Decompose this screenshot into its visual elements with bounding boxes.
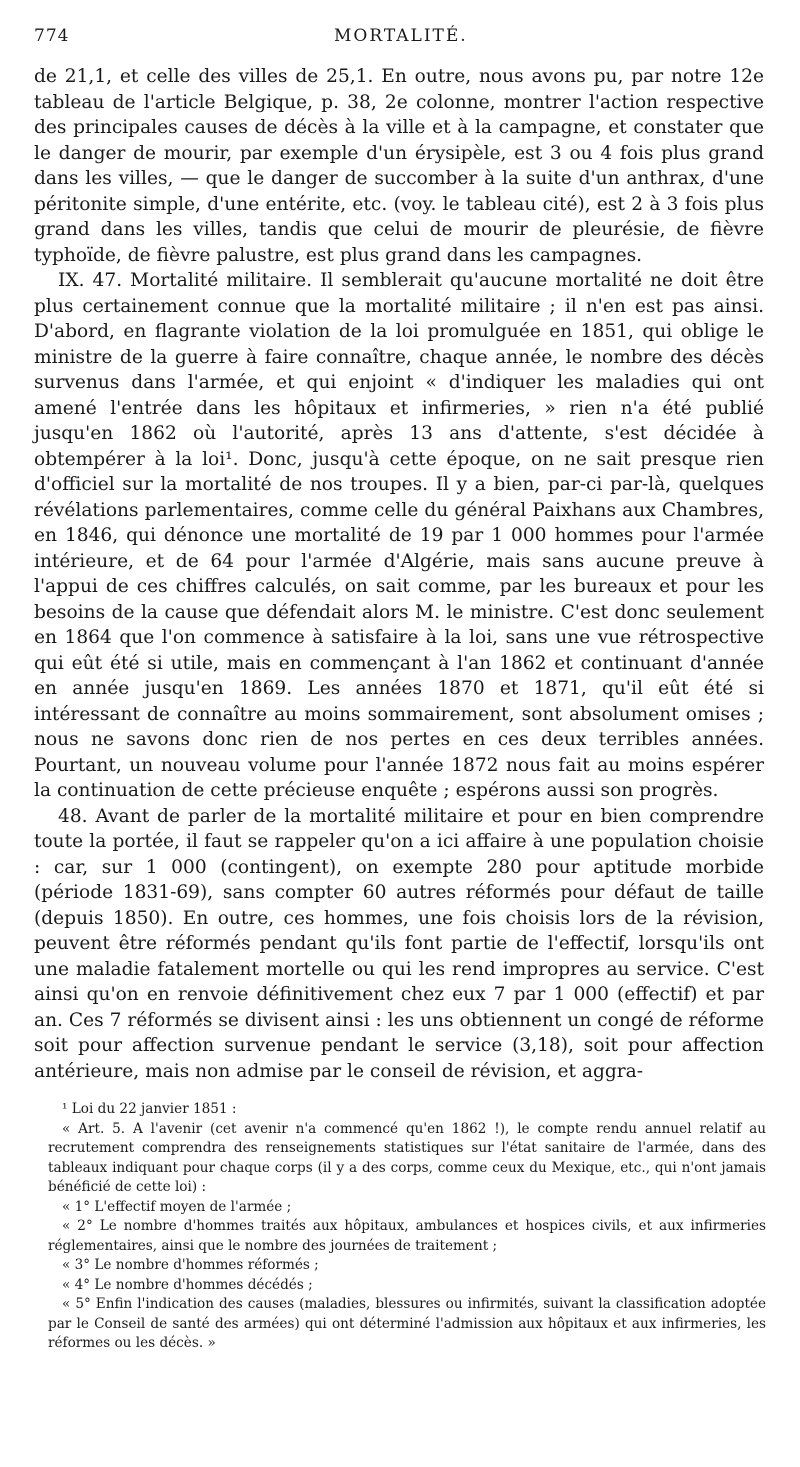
footnote-item-2: « 2° Le nombre d'hommes traités aux hôpitaux, ambulances et hospices civils, et aux infirmeries réglementaires, ainsi que le nombre des journées de traitement ;: [48, 1218, 766, 1254]
paragraph-section-47: IX. 47. Mortalité militaire. Il semblerait qu'aucune mortalité ne doit être plus certainement connue que la mortalité militaire ; il n'en est pas ainsi. D'abord, en flagrante violation de la loi promulguée en 1851, qui oblige le ministre de la guerre à faire connaître, chaque année, le nombre des décès survenus dans l'armée, et qui enjoint « d'indiquer les maladies qui ont amené l'entrée dans les hôpitaux et infirmeries, » rien n'a été publié jusqu'en 1862 où l'autorité, après 13 ans d'attente, s'est décidée à obtempérer à la loi¹. Donc, jusqu'à cette époque, on ne sait presque rien d'officiel sur la mortalité de nos troupes. Il y a bien, par-ci par-là, quelques révélations parlementaires, comme celle du général Paixhans aux Chambres, en 1846, qui dénonce une mortalité de 19 par 1 000 hommes pour l'armée intérieure, et de 64 pour l'armée d'Algérie, mais sans aucune preuve à l'appui de ces chiffres calculés, on sait comme, par les bureaux et pour les besoins de la cause que défendait alors M. le ministre. C'est donc seulement en 1864 que l'on commence à satisfaire à la loi, sans une vue rétrospective qui eût été si utile, mais en commençant à l'an 1862 et continuant d'année en année jusqu'en 1869. Les années 1870 et 1871, qu'il eût été si intéressant de connaître au moins sommairement, sont absolument omises ; nous ne savons donc rien de nos pertes en ces deux terribles années. Pourtant, un nouveau volume pour l'année 1872 nous fait au moins espérer la continuation de cette précieuse enquête ; espérons aussi son progrès.: [34, 270, 764, 801]
footnote-item-3: « 3° Le nombre d'hommes réformés ;: [62, 1257, 319, 1273]
page-number: 774: [34, 26, 70, 46]
running-header: [34, 26, 776, 54]
paragraph-continuation: de 21,1, et celle des villes de 25,1. En outre, nous avons pu, par notre 12e tableau de l'article Belgique, p. 38, 2e colonne, montrer l'action respective des principales causes de décès à la ville et à la campagne, et constater que le danger de mourir, par exemple d'un érysipèle, est 3 ou 4 fois plus grand dans les villes, — que le danger de succomber à la suite d'un anthrax, d'une péritonite simple, d'une entérite, etc. (voy. le tableau cité), est 2 à 3 fois plus grand dans les villes, tandis que celui de mourir de pleurésie, de fièvre typhoïde, de fièvre palustre, est plus grand dans les campagnes.: [34, 66, 764, 266]
paragraph-section-48: 48. Avant de parler de la mortalité militaire et pour en bien comprendre toute la portée, il faut se rappeler qu'on a ici affaire à une population choisie : car, sur 1 000 (contingent), on exempte 280 pour aptitude morbide (période 1831-69), sans compter 60 autres réformés pour défaut de taille (depuis 1850). En outre, ces hommes, une fois choisis lors de la révision, peuvent être réformés pendant qu'ils font partie de l'effectif, lorsqu'ils ont une maladie fatalement mortelle ou qui les rend impropres au service. C'est ainsi qu'on en renvoie définitivement chez eux 7 par 1 000 (effectif) et par an. Ces 7 réformés se divisent ainsi : les uns obtiennent un congé de réforme soit pour affection survenue pendant le service (3,18), soit pour affection antérieure, mais non admise par le conseil de révision, et aggra-: [34, 805, 764, 1082]
footnote-item-1: « 1° L'effectif moyen de l'armée ;: [62, 1198, 292, 1215]
running-title: MORTALITÉ.: [334, 26, 468, 46]
footnote-article: « Art. 5. A l'avenir (cet avenir n'a commencé qu'en 1862 !), le compte rendu annuel relatif au recrutement comprendra des renseignements statistiques sur l'état sanitaire de l'armée, dans des tableaux indiquant pour chaque corps (il y a des corps, comme ceux du Mexique, etc., qui n'ont jamais bénéficié de cette loi) :: [48, 1120, 766, 1195]
footnotes: [48, 1100, 766, 1354]
footnote-item-4: « 4° Le nombre d'hommes décédés ;: [62, 1276, 313, 1293]
footnote-item-5: « 5° Enfin l'indication des causes (maladies, blessures ou infirmités, suivant la classification adoptée par le Conseil de santé des armées) qui ont déterminé l'admission aux hôpitaux et aux infirmeries, les réformes ou les décès. »: [48, 1296, 766, 1351]
main-text: [34, 64, 764, 1084]
footnote-heading: ¹ Loi du 22 janvier 1851 :: [62, 1101, 237, 1117]
